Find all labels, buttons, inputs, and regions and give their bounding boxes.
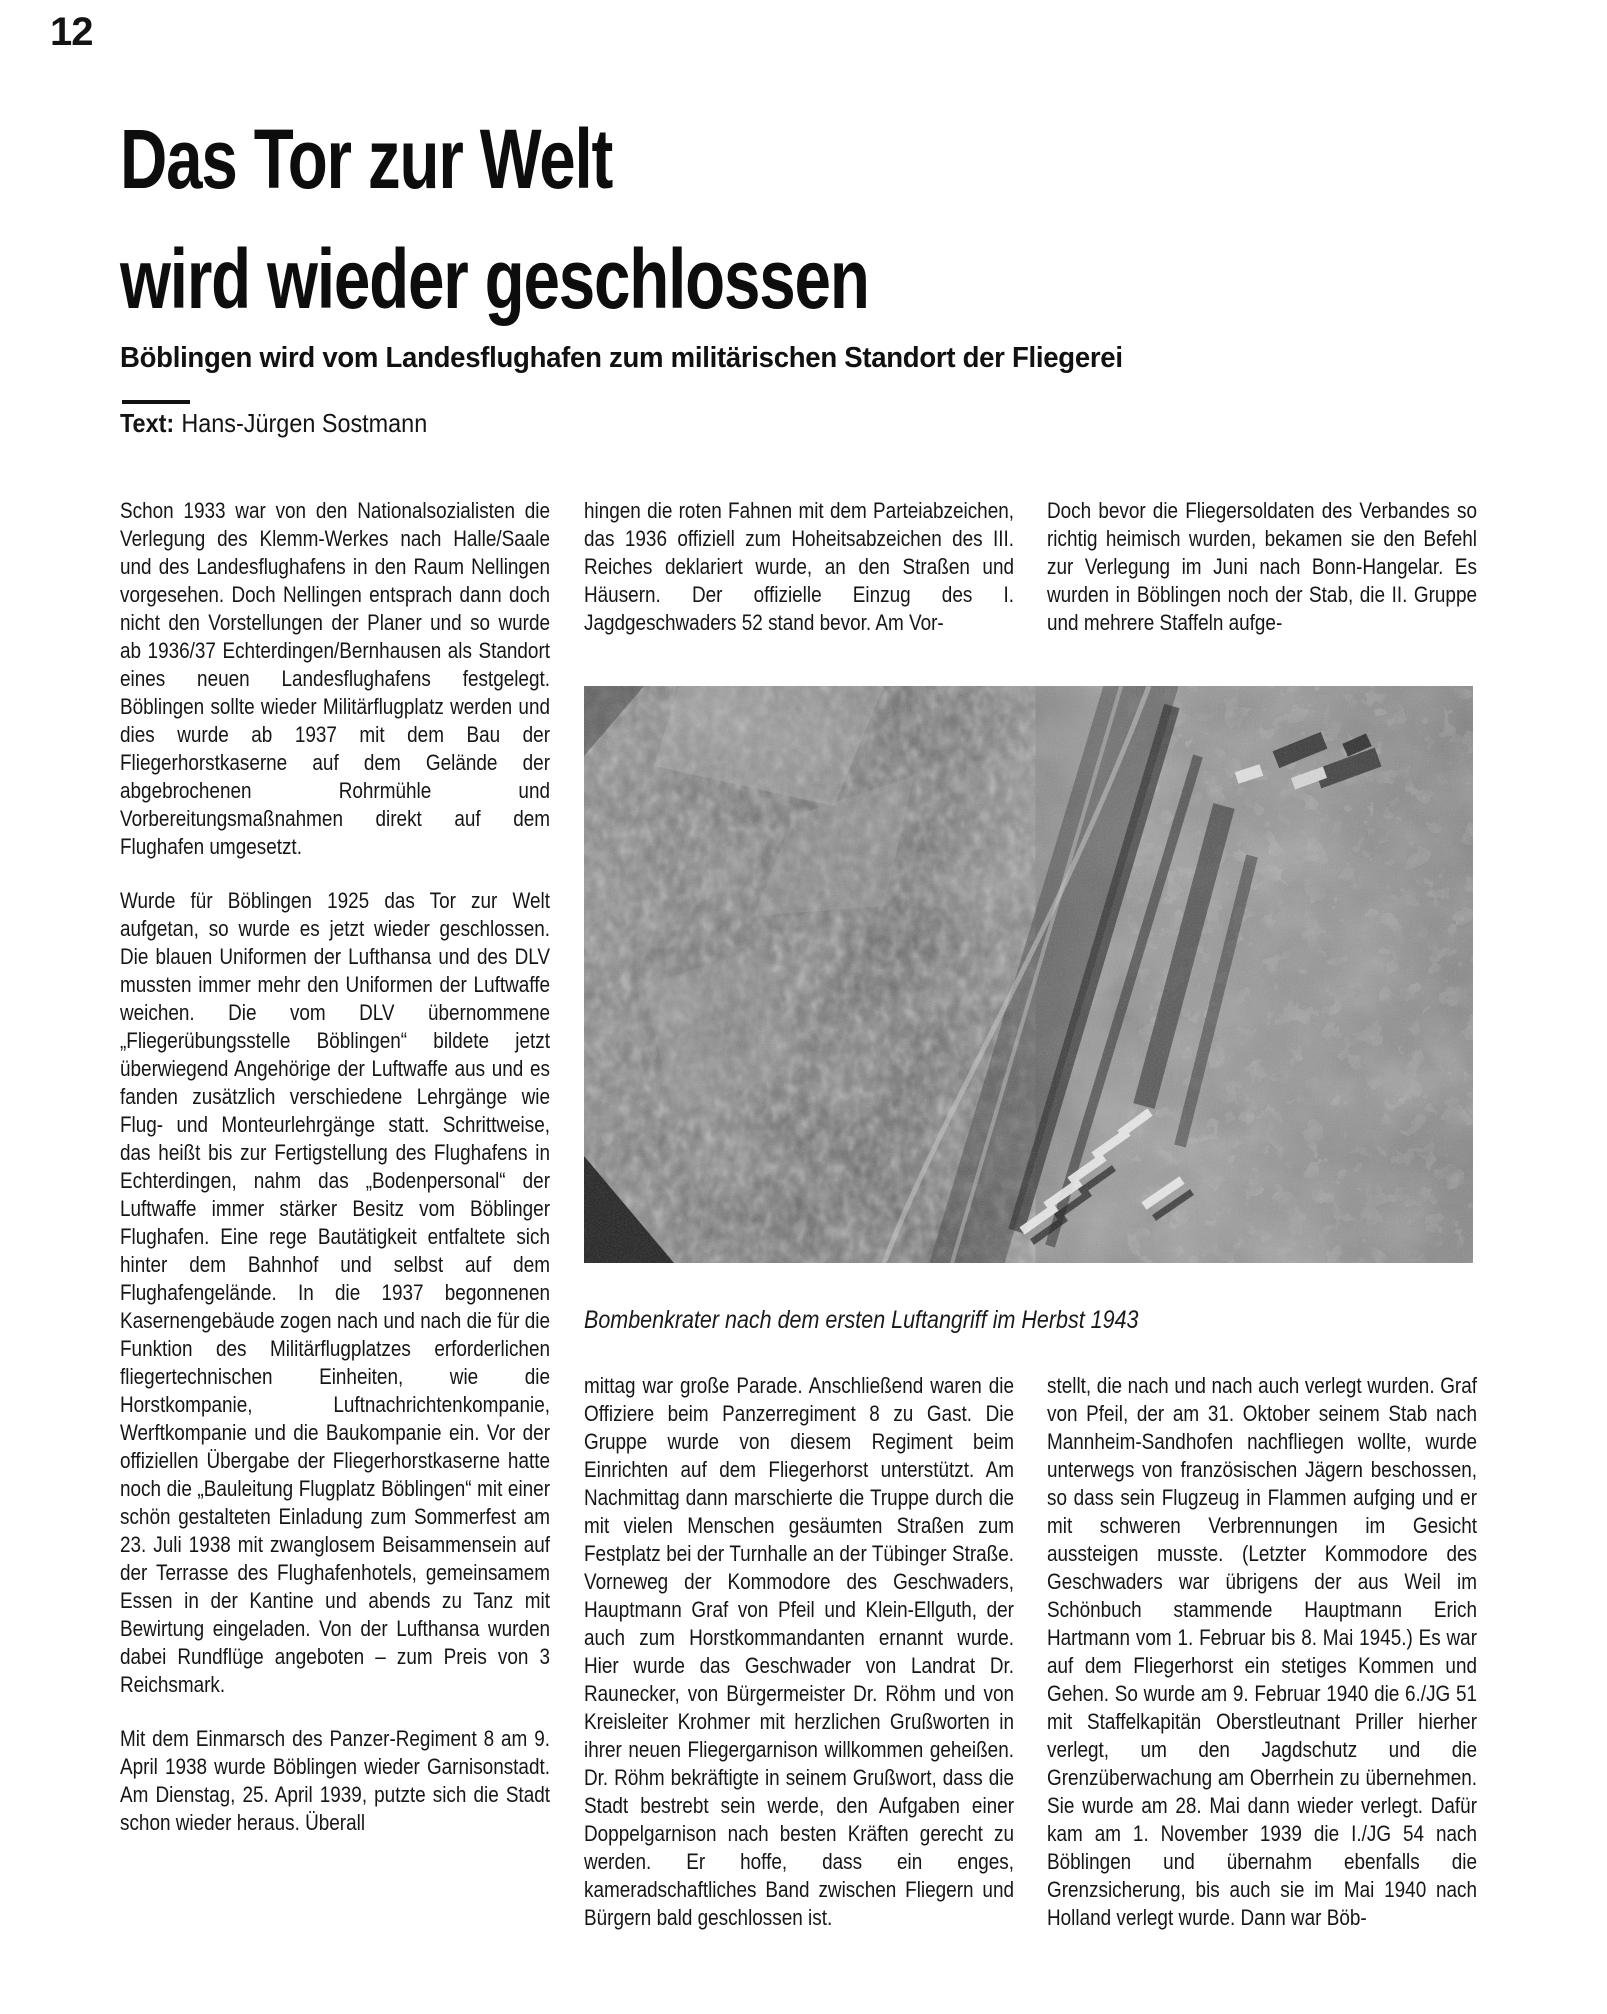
aerial-photo <box>584 686 1473 1263</box>
column-1 <box>120 497 550 1837</box>
byline-name: Hans-Jürgen Sostmann <box>181 408 428 438</box>
paragraph: Wurde für Böblingen 1925 das Tor zur Welt aufgetan, so wurde es jetzt wieder geschlossen. Die blauen Uniformen der Lufthansa und des DLV mussten immer mehr den Uniformen der Luftwaffe weichen. Die vom DLV übernommene „Fliegerübungsstelle Böblingen“ bildete jetzt überwiegend Angehörige der Luftwaffe aus und es fanden zusätzlich verschiedene Lehrgänge wie Flug- und Monteurlehrgänge statt. Schrittweise, das heißt bis zur Fertigstellung des Flughafens in Echterdingen, nahm das „Bodenpersonal“ der Luftwaffe immer stärker Besitz vom Böblinger Flughafen. Eine rege Bautätigkeit entfaltete sich hinter dem Bahnhof und selbst auf dem Flughafengelände. In die 1937 begonnenen Kasernengebäude zogen nach und nach die für die Funktion des Militärflugplatzes erforderlichen fliegertechnischen Einheiten, wie die Horstkompanie, Luftnachrichtenkompanie, Werftkompanie und die Baukompanie ein. Vor der offiziellen Übergabe der Fliegerhorstkaserne hatte noch die „Bauleitung Flugplatz Böblingen“ mit einer schön gestalteten Einladung zum Sommerfest am 23. Juli 1938 mit zwanglosem Beisammensein auf der Terrasse des Flughafenhotels, gemeinsamem Essen in der Kantine und abends zu Tanz mit Bewirtung eingeladen. Von der Lufthansa wurden dabei Rundflüge angeboten – zum Preis von 3 Reichsmark. <box>120 888 550 1697</box>
page-number: 12 <box>50 10 93 54</box>
byline-label: Text: <box>120 408 175 438</box>
article-subtitle: Böblingen wird vom Landesflughafen zum militärischen Standort der Fliegerei <box>120 342 1123 374</box>
column-2-bottom <box>584 1372 1014 1932</box>
aerial-photo-image <box>584 686 1473 1263</box>
column-3-top <box>1047 497 1477 637</box>
column-3-bottom <box>1047 1372 1477 1932</box>
photo-caption: Bombenkrater nach dem ersten Luftangriff im Herbst 1943 <box>584 1306 1139 1334</box>
paragraph: hingen die roten Fahnen mit dem Parteiabzeichen, das 1936 offiziell zum Hoheitsabzeichen des III. Reiches deklariert wurde, an den Straßen und Häusern. Der offizielle Einzug des I. Jagdgeschwaders 52 stand bevor. Am Vor- <box>584 498 1014 635</box>
paragraph: Schon 1933 war von den Nationalsozialisten die Verlegung des Klemm-Werkes nach Halle/Saale und des Landesflughafens in den Raum Nellingen vorgesehen. Doch Nellingen entsprach dann doch nicht den Vorstellungen der Planer und so wurde ab 1936/37 Echterdingen/Bernhausen als Standort eines neuen Landesflughafens festgelegt. Böblingen sollte wieder Militärflugplatz werden und dies wurde ab 1937 mit dem Bau der Fliegerhorstkaserne auf dem Gelände der abgebrochenen Rohrmühle und Vorbereitungsmaßnahmen direkt auf dem Flughafen umgesetzt. <box>120 498 550 859</box>
paragraph: mittag war große Parade. Anschließend waren die Offiziere beim Panzerregiment 8 zu Gast. Die Gruppe wurde von diesem Regiment beim Einrichten auf dem Fliegerhorst unterstützt. Am Nachmittag dann marschierte die Truppe durch die mit vielen Menschen gesäumten Straßen zum Festplatz bei der Turnhalle an der Tübinger Straße. Vorneweg der Kommodore des Geschwaders, Hauptmann Graf von Pfeil und Klein-Ellguth, der auch zum Horstkommandanten ernannt wurde. Hier wurde das Geschwader von Landrat Dr. Raunecker, von Bürgermeister Dr. Röhm und von Kreisleiter Krohmer mit herzlichen Grußworten in ihrer neuen Fliegergarnison willkommen geheißen. Dr. Röhm bekräftigte in seinem Grußwort, dass die Stadt bestrebt sein werde, den Aufgaben einer Doppelgarnison nach besten Kräften gerecht zu werden. Er hoffe, dass ein enges, kameradschaftliches Band zwischen Fliegern und Bürgern bald geschlossen ist. <box>584 1373 1014 1930</box>
column-2-top <box>584 497 1014 637</box>
paragraph: stellt, die nach und nach auch verlegt wurden. Graf von Pfeil, der am 31. Oktober seinem Stab nach Mannheim-Sandhofen nachfliegen wollte, wurde unterwegs von französischen Jägern beschossen, so dass sein Flugzeug in Flammen aufging und er mit schweren Verbrennungen im Gesicht aussteigen musste. (Letzter Kommodore des Geschwaders war übrigens der aus Weil im Schönbuch stammende Hauptmann Erich Hartmann vom 1. Februar bis 8. Mai 1945.) Es war auf dem Fliegerhorst ein stetiges Kommen und Gehen. So wurde am 9. Februar 1940 die 6./JG 51 mit Staffelkapitän Oberstleutnant Priller hierher verlegt, um den Jagdschutz und die Grenzüberwachung am Oberrhein zu übernehmen. Sie wurde am 28. Mai dann wieder verlegt. Dafür kam am 1. November 1939 die I./JG 54 nach Böblingen und übernahm ebenfalls die Grenzsicherung, bis auch sie im Mai 1940 nach Holland verlegt wurde. Dann war Böb- <box>1047 1373 1477 1930</box>
article-title-line1: Das Tor zur Welt <box>120 112 613 206</box>
byline <box>120 408 427 439</box>
article-title-line2: wird wieder geschlossen <box>120 232 869 326</box>
paragraph: Doch bevor die Fliegersoldaten des Verbandes so richtig heimisch wurden, bekamen sie den Befehl zur Verlegung im Juni nach Bonn-Hangelar. Es wurden in Böblingen noch der Stab, die II. Gruppe und mehrere Staffeln aufge- <box>1047 498 1477 635</box>
byline-rule <box>122 400 190 404</box>
paragraph: Mit dem Einmarsch des Panzer-Regiment 8 am 9. April 1938 wurde Böblingen wieder Garnisonstadt. Am Dienstag, 25. April 1939, putzte sich die Stadt schon wieder heraus. Überall <box>120 1726 550 1835</box>
